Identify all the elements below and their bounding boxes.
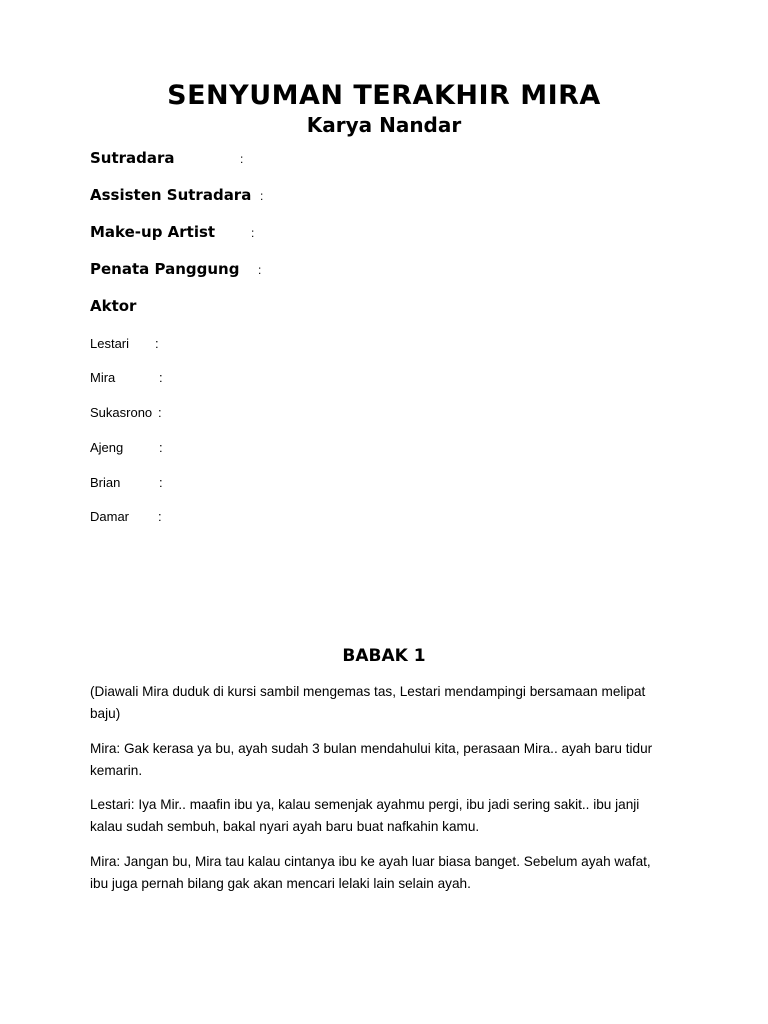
- stage-direction: (Diawali Mira duduk di kursi sambil mengemas tas, Lestari mendampingi bersamaan melipat baju): [90, 684, 646, 721]
- cast-colon-sukasrono: :: [158, 405, 162, 420]
- crew-colon-assisten-sutradara: :: [260, 189, 264, 203]
- cast-label-brian: Brian: [90, 475, 121, 490]
- cast-label-damar: Damar: [90, 509, 130, 524]
- dialogue-line-lestari-1: Lestari: Iya Mir.. maafin ibu ya, kalau semenjak ayahmu pergi, ibu jadi sering sakit.. ibu janji kalau sudah sembuh, bakal nyari ayah baru buat nafkahin kamu.: [90, 797, 640, 834]
- dialogue-line-mira-2: Mira: Jangan bu, Mira tau kalau cintanya ibu ke ayah luar biasa banget. Sebelum ayah wafat, ibu juga pernah bilang gak akan mencari lelaki lain selain ayah.: [90, 854, 651, 891]
- cast-colon-mira: :: [159, 370, 163, 385]
- crew-label-sutradara: Sutradara: [90, 149, 175, 167]
- crew-label-makeup-artist: Make-up Artist: [90, 223, 216, 241]
- cast-colon-ajeng: :: [159, 440, 163, 455]
- cast-label-sukasrono: Sukasrono: [90, 405, 153, 420]
- cast-colon-lestari: :: [155, 336, 159, 351]
- cast-label-mira: Mira: [90, 370, 116, 385]
- crew-colon-makeup-artist: :: [251, 226, 255, 240]
- crew-label-penata-panggung: Penata Panggung: [90, 260, 240, 278]
- cast-colon-brian: :: [159, 475, 163, 490]
- document-author: Karya Nandar: [306, 113, 462, 137]
- act-heading: BABAK 1: [342, 646, 426, 666]
- crew-label-assisten-sutradara: Assisten Sutradara: [90, 186, 252, 204]
- cast-label-lestari: Lestari: [90, 336, 130, 351]
- crew-colon-penata-panggung: :: [258, 263, 262, 277]
- cast-colon-damar: :: [158, 509, 162, 524]
- document-title: SENYUMAN TERAKHIR MIRA: [167, 80, 601, 111]
- crew-colon-sutradara: :: [240, 152, 244, 166]
- cast-heading: Aktor: [90, 297, 137, 315]
- cast-label-ajeng: Ajeng: [90, 440, 124, 455]
- dialogue-line-mira-1: Mira: Gak kerasa ya bu, ayah sudah 3 bulan mendahului kita, perasaan Mira.. ayah baru tidur kemarin.: [90, 741, 653, 778]
